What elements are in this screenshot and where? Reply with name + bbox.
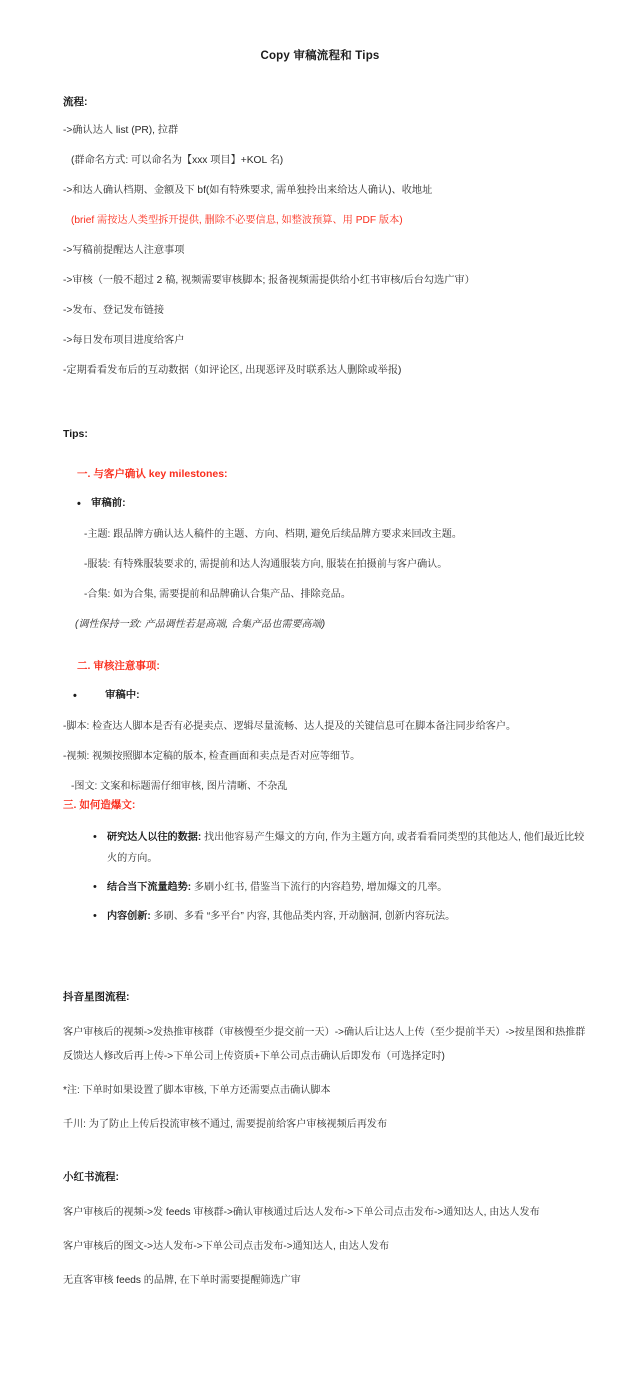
flow-item: -定期看看发布后的互动数据（如评论区, 出现恶评及时联系达人删除或举报): [63, 365, 402, 376]
bullet-before-review: • 审稿前:: [63, 496, 592, 512]
tip-bullet-rest: 多刷、多看 “多平台” 内容, 其他品类内容, 开动脑洞, 创新内容玩法。: [150, 911, 456, 922]
detail-topic: -主题: 跟品牌方确认达人稿件的主题、方向、档期, 避免后续品牌方要求来回改主题。: [84, 529, 462, 540]
section-heading-xiaohongshu: 小红书流程:: [63, 1171, 119, 1183]
tip-bullet-trend: [63, 877, 592, 898]
flow-item: ->审核（一般不超过 2 稿, 视频需要审核脚本; 报备视频需提供给小红书审核/后台勾选广审）: [63, 275, 475, 286]
section-heading-tips: Tips:: [63, 428, 88, 440]
tip-bullet-innovation: [63, 906, 592, 927]
flow-item: ->确认达人 list (PR), 拉群: [63, 125, 179, 136]
section-heading-flow: 流程:: [63, 96, 88, 108]
flow-item-brief-note: (brief 需按达人类型拆开提供, 删除不必要信息, 如整波预算、用 PDF 版本): [71, 215, 403, 226]
detail-collection: -合集: 如为合集, 需要提前和品牌确认合集产品、排除竞品。: [84, 589, 351, 600]
document-body: [0, 64, 640, 1293]
detail-graphic-text: -图文: 文案和标题需仔细审核, 图片清晰、不杂乱: [71, 781, 288, 792]
flow-item-note: (群命名方式: 可以命名为【xxx 项目】+KOL 名): [71, 155, 284, 166]
detail-outfit: -服装: 有特殊服装要求的, 需提前和达人沟通服装方向, 服装在拍摄前与客户确认。: [84, 559, 448, 570]
subsection-heading-two: 二. 审核注意事项:: [77, 660, 160, 672]
spacer: [63, 1147, 592, 1169]
detail-script: -脚本: 检查达人脚本是否有必提卖点、逻辑尽量流畅、达人提及的关键信息可在脚本备注同步给客户。: [63, 721, 517, 732]
subsection-heading-one: 一. 与客户确认 key milestones:: [77, 468, 228, 480]
flow-item: ->写稿前提醒达人注意事项: [63, 245, 185, 256]
douyin-note: *注: 下单时如果设置了脚本审核, 下单方还需要点击确认脚本: [63, 1085, 331, 1096]
detail-tone-note: (调性保持一致: 产品调性若是高端, 合集产品也需要高端): [75, 619, 326, 630]
flow-item: ->和达人确认档期、金额及下 bf(如有特殊要求, 需单独拎出来给达人确认)、收地址: [63, 185, 433, 196]
flow-item: ->发布、登记发布链接: [63, 305, 165, 316]
tip-bullet-lead: 研究达人以往的数据:: [107, 832, 202, 843]
page-title: Copy 审稿流程和 Tips: [260, 50, 380, 62]
spacer: [63, 454, 592, 466]
subsection-heading-three: 三. 如何造爆文:: [63, 799, 136, 811]
detail-video: -视频: 视频按照脚本定稿的版本, 检查画面和卖点是否对应等细节。: [63, 751, 361, 762]
xhs-brand-note: 无直客审核 feeds 的品牌, 在下单时需要提醒筛选广审: [63, 1275, 301, 1286]
tip-bullet-rest: 多刷小红书, 借鉴当下流行的内容趋势, 增加爆文的几率。: [191, 882, 448, 893]
bullet-during-review: • 审稿中:: [63, 688, 592, 704]
xhs-video-flow: 客户审核后的视频->发 feeds 审核群->确认审核通过后达人发布->下单公司点击发布->通知达人, 由达人发布: [63, 1207, 540, 1218]
spacer: [63, 392, 592, 426]
spacer: [63, 646, 592, 658]
flow-item: ->每日发布项目进度给客户: [63, 335, 185, 346]
tip-bullet-lead: 结合当下流量趋势:: [107, 882, 192, 893]
douyin-paragraph: 客户审核后的视频->发热推审核群（审核慢至少提交前一天）->确认后让达人上传（至少提前半天）->按星图和热推群反馈达人修改后再上传->下单公司上传资质+下单公司点击确认后即发布（可选择定时): [63, 1027, 586, 1062]
tip-bullet-rest: 找出他容易产生爆文的方向, 作为主题方向, 或者看看同类型的其他达人, 他们最近比较火的方向。: [107, 832, 585, 864]
tip-bullet-research: [63, 827, 592, 869]
douyin-qianchuan-note: 千川: 为了防止上传后投流审核不通过, 需要提前给客户审核视频后再发布: [63, 1119, 388, 1130]
xhs-graphic-flow: 客户审核后的图文->达人发布->下单公司点击发布->通知达人, 由达人发布: [63, 1241, 390, 1252]
spacer: [63, 935, 592, 989]
tip-bullet-lead: 内容创新:: [107, 911, 151, 922]
section-heading-douyin: 抖音星图流程:: [63, 991, 130, 1003]
